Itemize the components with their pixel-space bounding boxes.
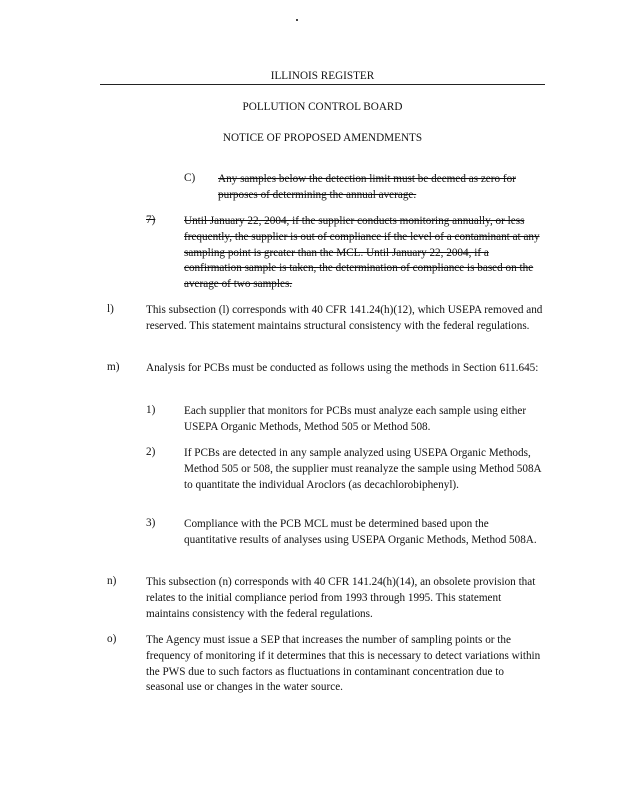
item-m-text: Analysis for PCBs must be conducted as follows using the methods in Section 611.645:	[146, 362, 539, 374]
notice-title: NOTICE OF PROPOSED AMENDMENTS	[222, 132, 423, 144]
item-m1-text: Each supplier that monitors for PCBs must analyze each sample using either USEPA Organic Methods, Method 505 or Method 508.	[184, 405, 527, 433]
item-n-label: n)	[107, 575, 117, 587]
item-m2-label: 2)	[146, 446, 156, 458]
item-m3-text: Compliance with the PCB MCL must be determined based upon the quantitative results of analyses using USEPA Organic Methods, Method 508A.	[184, 518, 537, 546]
item-l-label: l)	[107, 303, 114, 315]
item-o-text: The Agency must issue a SEP that increases the number of sampling points or the frequency of monitoring if it determines that this is necessary to detect variations within the PWS due to such factors as fluctuations in contaminant concentration due to seasonal use or changes in the water source.	[146, 634, 541, 694]
item-l-text: This subsection (l) corresponds with 40 CFR 141.24(h)(12), which USEPA removed and reserved. This statement maintains structural consistency with the federal regulations.	[146, 304, 543, 332]
item-m-label: m)	[107, 361, 120, 373]
item-7-label: 7)	[146, 214, 156, 226]
item-o-label: o)	[107, 633, 117, 645]
item-n-text: This subsection (n) corresponds with 40 CFR 141.24(h)(14), an obsolete provision that relates to the initial compliance period from 1993 through 1995. This statement maintains consistency with the federal regulations.	[146, 576, 536, 620]
scan-speck	[296, 19, 298, 21]
item-m1-label: 1)	[146, 404, 156, 416]
item-m3-label: 3)	[146, 517, 156, 529]
item-7-text: Until January 22, 2004, if the supplier conducts monitoring annually, or less frequently, the supplier is out of compliance if the level of a contaminant at any sampling point is greater than the MCL. Until January 22, 2004, if a confirmation sample is taken, the determination of compliance is based on the average of two samples.	[184, 215, 540, 291]
board-title: POLLUTION CONTROL BOARD	[242, 101, 403, 113]
register-title: ILLINOIS REGISTER	[270, 70, 375, 82]
header-rule	[100, 84, 545, 85]
item-m2-text: If PCBs are detected in any sample analyzed using USEPA Organic Methods, Method 505 or 508, the supplier must reanalyze the sample using Method 508A to quantitate the individual Aroclors (as decachlorobiphenyl).	[184, 447, 542, 491]
item-c-label: C)	[184, 172, 196, 184]
item-c-text: Any samples below the detection limit must be deemed as zero for purposes of determining the annual average.	[218, 173, 516, 201]
